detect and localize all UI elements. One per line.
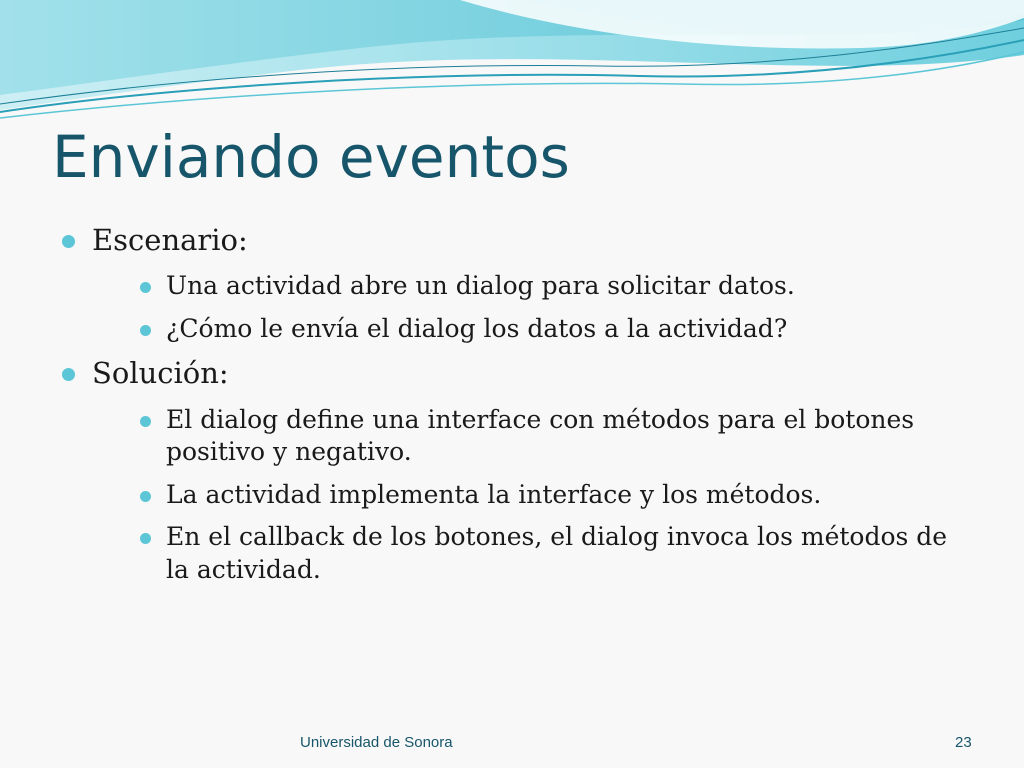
bullet-solucion (60, 355, 960, 586)
sub-bullet (92, 479, 960, 512)
sub-bullet-text: Una actividad abre un dialog para solicitar datos. (166, 271, 795, 301)
bullet-dot-icon (62, 368, 75, 381)
bullet-dot-icon (140, 325, 151, 336)
bullet-text: Escenario: (92, 223, 248, 257)
sub-bullet-text: ¿Cómo le envía el dialog los datos a la actividad? (166, 313, 788, 343)
footer-institution: Universidad de Sonora (300, 734, 453, 751)
decorative-wave-header (0, 0, 1024, 130)
bullet-dot-icon (62, 235, 75, 248)
sub-bullet-list (92, 404, 960, 587)
bullet-list (60, 222, 960, 596)
sub-bullet-text: En el callback de los botones, el dialog invoca los métodos de la actividad. (166, 522, 948, 584)
bullet-text: Solución: (92, 356, 229, 391)
sub-bullet (92, 270, 960, 303)
slide-title: Enviando eventos (52, 123, 570, 191)
sub-bullet-text: La actividad implementa la interface y los métodos. (166, 479, 822, 509)
bullet-escenario (60, 222, 960, 345)
sub-bullet (92, 313, 960, 346)
sub-bullet (92, 521, 960, 586)
bullet-dot-icon (140, 533, 151, 544)
sub-bullet-list (92, 270, 960, 345)
page-number: 23 (955, 734, 972, 751)
sub-bullet-text: El dialog define una interface con métodos para el botones positivo y negativo. (166, 404, 915, 466)
bullet-dot-icon (140, 491, 151, 502)
sub-bullet (92, 404, 960, 469)
bullet-dot-icon (140, 416, 151, 427)
